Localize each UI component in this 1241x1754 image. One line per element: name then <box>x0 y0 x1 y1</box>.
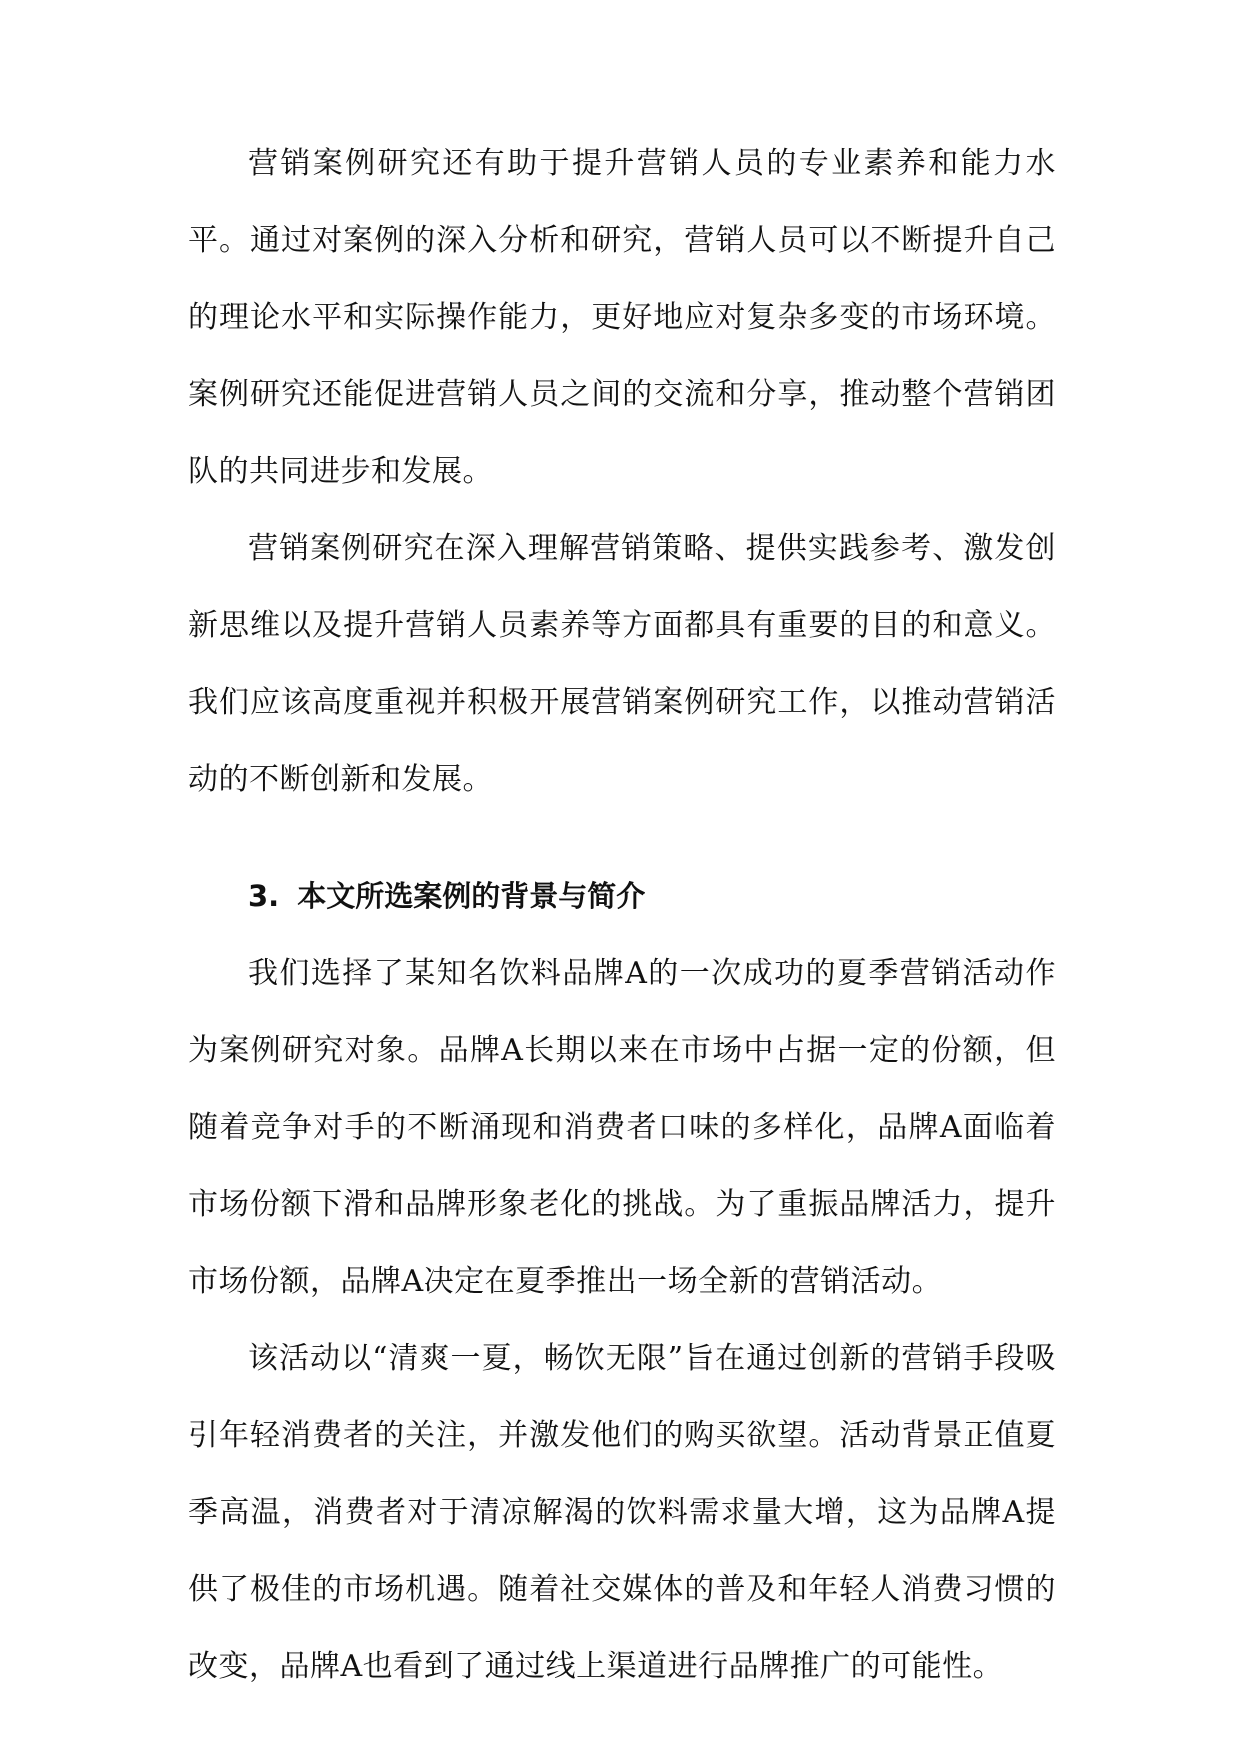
paragraph-significance-summary: 营销案例研究在深入理解营销策略、提供实践参考、激发创新思维以及提升营销人员素养等方面都具有重要的目的和意义。我们应该高度重视并积极开展营销案例研究工作，以推动营销活动的不断创新和发展。 <box>188 531 1056 797</box>
section-heading <box>188 858 1056 935</box>
section-number: 3. <box>248 879 280 913</box>
paragraph-campaign-intro: 该活动以“清爽一夏，畅饮无限”旨在通过创新的营销手段吸引年轻消费者的关注，并激发他们的购买欲望。活动背景正值夏季高温，消费者对于清凉解渴的饮料需求量大增，这为品牌A提供了极佳的市场机遇。随着社交媒体的普及和年轻人消费习惯的改变，品牌A也看到了通过线上渠道进行品牌推广的可能性。 <box>188 1341 1056 1684</box>
section-title: 本文所选案例的背景与简介 <box>297 879 646 913</box>
paragraph-professional-quality: 营销案例研究还有助于提升营销人员的专业素养和能力水平。通过对案例的深入分析和研究，营销人员可以不断提升自己的理论水平和实际操作能力，更好地应对复杂多变的市场环境。案例研究还能促进营销人员之间的交流和分享，推动整个营销团队的共同进步和发展。 <box>188 146 1056 489</box>
document-page <box>188 125 1056 1705</box>
paragraph-case-background: 我们选择了某知名饮料品牌A的一次成功的夏季营销活动作为案例研究对象。品牌A长期以来在市场中占据一定的份额，但随着竞争对手的不断涌现和消费者口味的多样化，品牌A面临着市场份额下滑和品牌形象老化的挑战。为了重振品牌活力，提升市场份额，品牌A决定在夏季推出一场全新的营销活动。 <box>188 956 1056 1299</box>
